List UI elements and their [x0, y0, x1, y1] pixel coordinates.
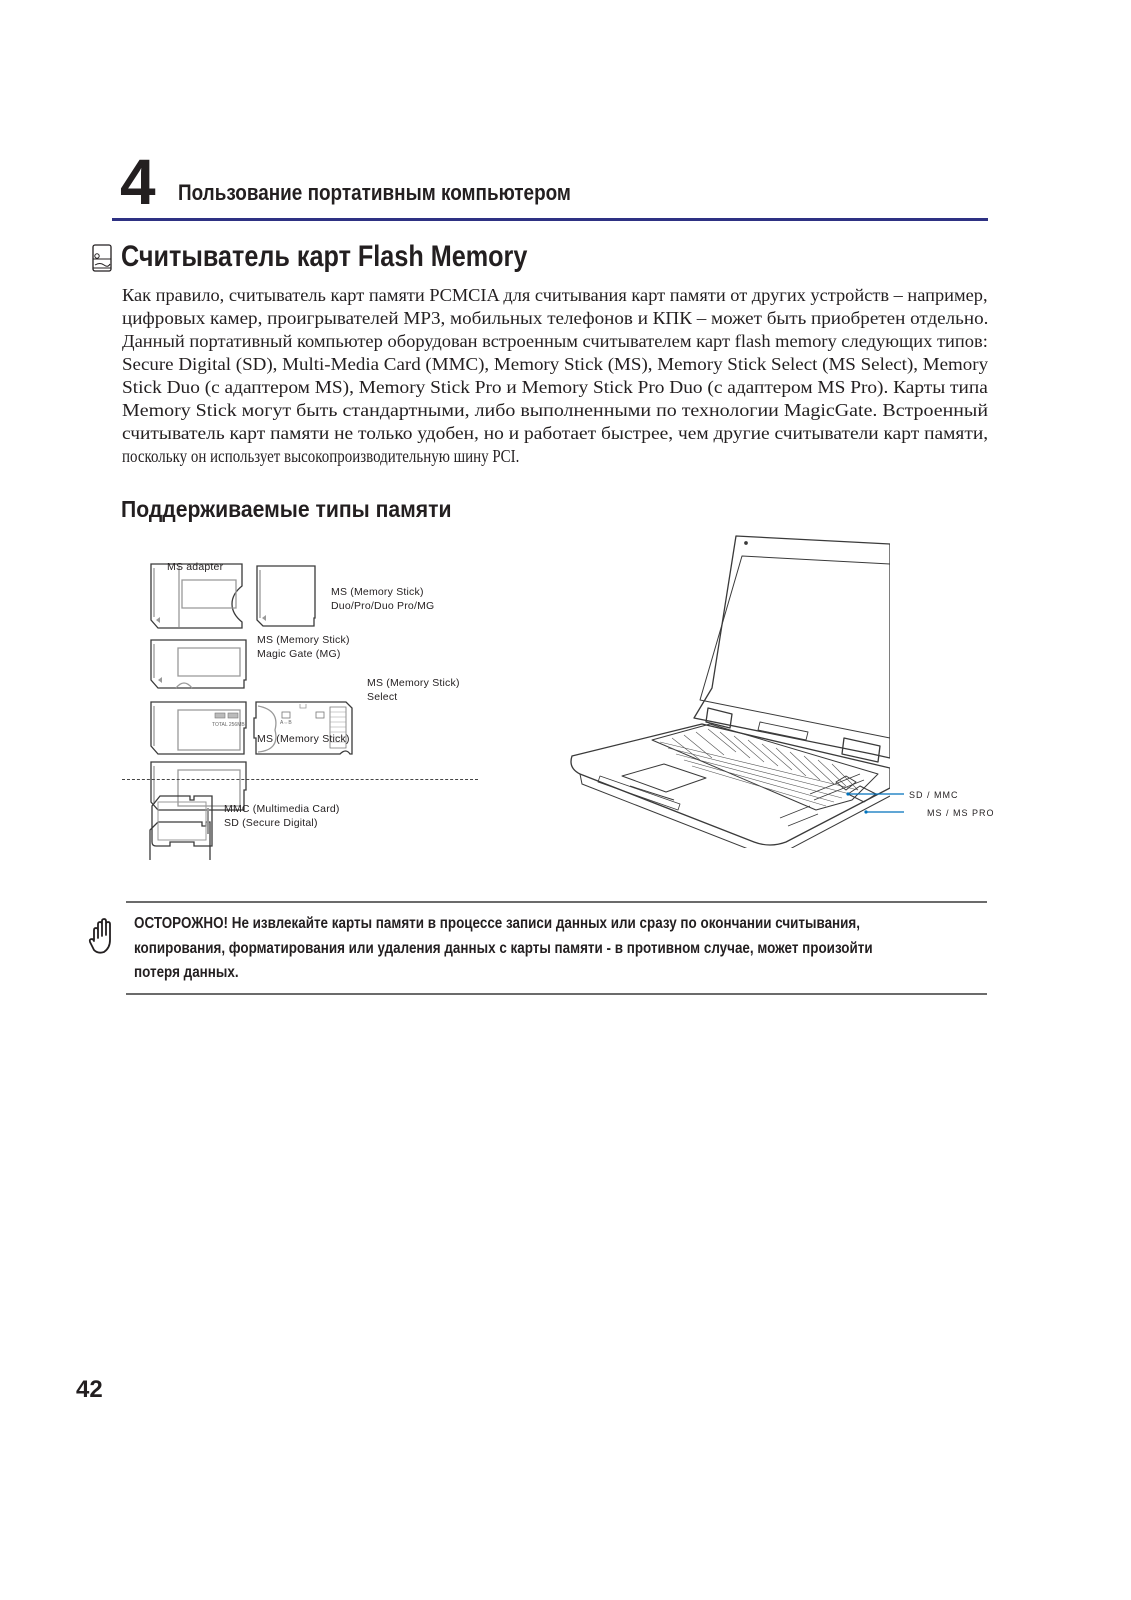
sd-mmc-card-icon — [150, 794, 216, 848]
subsection-title: Поддерживаемые типы памяти — [121, 496, 452, 522]
page-number: 42 — [76, 1376, 103, 1403]
caution-text — [134, 912, 984, 986]
caution-line: потеря данных. — [134, 964, 239, 981]
intro-line: считыватель карт памяти не только удобен, но и работает быстрее, чем другие считыватели карт памяти, — [122, 423, 989, 443]
label-mmc: MMC (Multimedia Card) — [224, 803, 340, 815]
intro-line: Данный портативный компьютер оборудован встроенным считывателем карт flash memory следующих типов: — [122, 331, 988, 351]
caution-rule-bottom — [126, 993, 987, 995]
caution-line: копирования, форматирования или удаления данных с карты памяти - в противном случае, может произойти — [134, 939, 873, 957]
caution-rule-top — [126, 901, 987, 903]
ms-select-card-drawing — [151, 702, 246, 754]
section-title: Считыватель карт Flash Memory — [121, 240, 528, 273]
label-ms-mg-line1: MS (Memory Stick) — [257, 634, 350, 646]
intro-line: Memory Stick могут быть стандартными, либо выполненными по технологии MagicGate. Встроенный — [122, 400, 988, 420]
label-sd: SD (Secure Digital) — [224, 817, 318, 829]
label-ms-standard: MS (Memory Stick) — [257, 733, 350, 745]
intro-line: Stick Duo (с адаптером MS), Memory Stick Pro и Memory Stick Pro Duo (с адаптером MS Pro). Карты типа — [122, 377, 988, 397]
figure-separator — [122, 779, 478, 780]
ms-select-switch-card-drawing — [254, 702, 352, 754]
intro-line: Как правило, считыватель карт памяти PCMCIA для считывания карт памяти от других устройств – например, — [122, 285, 988, 305]
card-reader-icon — [92, 244, 112, 272]
intro-line: цифровых камер, проигрывателей MP3, мобильных телефонов и КПК – может быть приобретен отдельно. — [122, 308, 989, 328]
laptop-base — [571, 724, 890, 845]
intro-line: поскольку он использует высокопроизводительную шину PCI. — [122, 446, 520, 466]
label-ms-select-line2: Select — [367, 691, 398, 703]
label-slot-sd-mmc: SD / MMC — [909, 790, 959, 800]
label-ms-mg-line2: Magic Gate (MG) — [257, 648, 341, 660]
ms-duo-card-drawing — [257, 566, 315, 626]
laptop-lid — [694, 536, 890, 758]
ms-magicgate-card-drawing — [151, 640, 246, 688]
intro-line: Secure Digital (SD), Multi-Media Card (MMC), Memory Stick (MS), Memory Stick Select (MS Select), Memory — [122, 354, 989, 374]
chapter-number: 4 — [120, 146, 155, 218]
label-ms-duo-line1: MS (Memory Stick) — [331, 586, 424, 598]
hand-stop-icon — [88, 918, 116, 956]
chapter-title: Пользование портативным компьютером — [178, 180, 571, 205]
intro-paragraph — [122, 284, 988, 468]
select-switch-print: A⇔B — [280, 720, 292, 726]
laptop-illustration — [560, 528, 890, 848]
label-slot-ms: MS / MS PRO — [927, 808, 995, 818]
select-capacity-print: TOTAL 256MB — [212, 722, 245, 728]
caution-line: ОСТОРОЖНО! Не извлекайте карты памяти в процессе записи данных или сразу по окончании считывания, — [134, 915, 861, 932]
label-ms-duo-line2: Duo/Pro/Duo Pro/MG — [331, 600, 435, 612]
callout-lines — [846, 790, 906, 820]
label-ms-select-line1: MS (Memory Stick) — [367, 677, 460, 689]
label-ms-adapter: MS adapter — [167, 561, 224, 573]
chapter-rule — [112, 218, 988, 221]
